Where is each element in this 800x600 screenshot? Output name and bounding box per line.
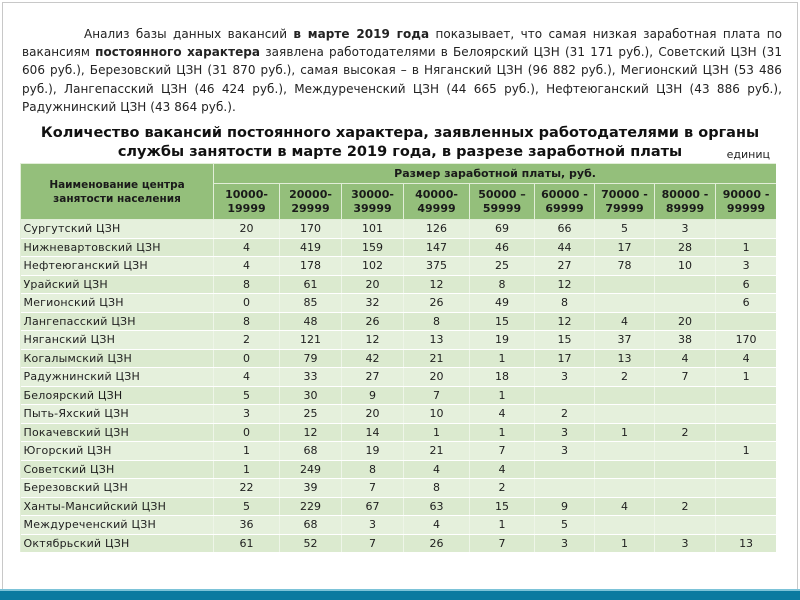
salary-range-from: 20000- <box>289 187 332 201</box>
table-row <box>21 534 777 552</box>
vacancy-count-cell <box>655 460 716 479</box>
salary-range-header <box>470 184 535 220</box>
salary-range-header <box>716 184 777 220</box>
salary-range-header <box>595 184 655 220</box>
vacancy-count-cell: 4 <box>470 405 535 424</box>
salary-range-to: 59999 <box>482 201 522 215</box>
vacancy-count-cell: 21 <box>404 349 470 368</box>
vacancy-count-cell: 3 <box>655 534 716 552</box>
vacancy-count-cell: 5 <box>214 386 280 405</box>
vacancy-count-cell: 121 <box>280 331 342 350</box>
vacancy-count-cell <box>595 442 655 461</box>
vacancy-count-cell: 1 <box>716 368 777 387</box>
vacancy-count-cell: 8 <box>535 294 595 313</box>
vacancy-count-cell: 1 <box>470 386 535 405</box>
vacancy-count-cell <box>655 405 716 424</box>
vacancy-count-cell: 17 <box>535 349 595 368</box>
vacancy-count-cell: 419 <box>280 238 342 257</box>
center-name-cell: Междуреченский ЦЗН <box>21 516 214 535</box>
vacancy-count-cell: 4 <box>214 257 280 276</box>
vacancy-count-cell <box>595 516 655 535</box>
table-row <box>21 386 777 405</box>
vacancy-count-cell: 9 <box>535 497 595 516</box>
vacancy-count-cell: 38 <box>655 331 716 350</box>
table-row <box>21 294 777 313</box>
vacancy-count-cell: 7 <box>470 442 535 461</box>
vacancy-count-cell: 4 <box>470 460 535 479</box>
vacancy-count-cell: 20 <box>404 368 470 387</box>
salary-range-to: 79999 <box>605 201 644 215</box>
vacancy-count-cell <box>716 220 777 239</box>
vacancy-count-cell: 7 <box>470 534 535 552</box>
intro-paragraph <box>22 25 782 116</box>
salary-range-to: 89999 <box>665 201 705 215</box>
vacancy-count-cell <box>655 479 716 498</box>
vacancy-count-cell: 3 <box>535 442 595 461</box>
vacancy-count-cell: 21 <box>404 442 470 461</box>
vacancy-count-cell <box>595 294 655 313</box>
intro-text-3: заявлена работодателями в Белоярский ЦЗН (31 171 руб.), Советский ЦЗН (31 606 руб.), Березовский ЦЗН (31 870 руб.), самая высокая – в Няганский ЦЗН (96 882 руб.), Мегионский ЦЗН (53 486 руб.), Лангепасский ЦЗН (46 424 руб.), Междуреченский ЦЗН (44 665 руб.), Нефтеюганский ЦЗН (43 886 руб.), Радужнинский ЦЗН (43 864 руб.). <box>22 45 782 114</box>
salary-range-to: 69999 <box>545 201 584 215</box>
center-name-cell: Советский ЦЗН <box>21 460 214 479</box>
intro-bold-1: в марте 2019 года <box>293 27 430 41</box>
vacancy-count-cell: 61 <box>280 275 342 294</box>
vacancy-count-cell: 8 <box>214 312 280 331</box>
vacancy-count-cell: 4 <box>655 349 716 368</box>
vacancy-count-cell: 2 <box>595 368 655 387</box>
vacancy-count-cell: 25 <box>280 405 342 424</box>
salary-range-header <box>280 184 342 220</box>
vacancy-count-cell: 1 <box>404 423 470 442</box>
vacancy-count-cell: 5 <box>535 516 595 535</box>
vacancy-count-cell <box>655 275 716 294</box>
vacancy-count-cell: 4 <box>404 460 470 479</box>
intro-text-1: Анализ базы данных вакансий <box>84 27 294 41</box>
salary-range-header <box>214 184 280 220</box>
vacancy-count-cell: 61 <box>214 534 280 552</box>
vacancy-count-cell: 20 <box>342 405 404 424</box>
vacancy-count-cell: 15 <box>470 312 535 331</box>
vacancy-count-cell: 4 <box>595 312 655 331</box>
center-name-cell: Октябрьский ЦЗН <box>21 534 214 552</box>
vacancy-count-cell: 63 <box>404 497 470 516</box>
vacancy-count-cell: 8 <box>404 312 470 331</box>
vacancy-count-cell: 0 <box>214 349 280 368</box>
vacancy-count-cell: 66 <box>535 220 595 239</box>
table-row <box>21 257 777 276</box>
vacancy-count-cell <box>716 460 777 479</box>
vacancy-count-cell: 3 <box>535 423 595 442</box>
vacancy-count-cell: 9 <box>342 386 404 405</box>
vacancy-count-cell: 2 <box>655 423 716 442</box>
vacancy-count-cell: 20 <box>342 275 404 294</box>
vacancy-count-cell: 10 <box>404 405 470 424</box>
salary-range-from: 60000 - <box>541 187 588 201</box>
vacancy-count-cell: 17 <box>595 238 655 257</box>
vacancy-count-cell: 4 <box>404 516 470 535</box>
center-name-cell: Югорский ЦЗН <box>21 442 214 461</box>
vacancy-count-cell: 26 <box>404 534 470 552</box>
vacancy-count-cell: 4 <box>214 238 280 257</box>
vacancy-count-cell: 22 <box>214 479 280 498</box>
vacancy-count-cell: 12 <box>535 312 595 331</box>
salary-range-from: 30000- <box>351 187 394 201</box>
center-name-cell: Лангепасский ЦЗН <box>21 312 214 331</box>
vacancy-count-cell: 13 <box>404 331 470 350</box>
salary-range-header <box>655 184 716 220</box>
vacancy-count-cell: 101 <box>342 220 404 239</box>
vacancy-count-cell: 1 <box>470 516 535 535</box>
salary-range-to: 19999 <box>227 201 266 215</box>
vacancy-count-cell: 3 <box>535 534 595 552</box>
vacancy-count-cell: 15 <box>535 331 595 350</box>
vacancy-count-cell: 37 <box>595 331 655 350</box>
vacancy-count-cell: 3 <box>214 405 280 424</box>
vacancy-count-cell: 8 <box>404 479 470 498</box>
vacancy-count-cell: 1 <box>470 423 535 442</box>
vacancy-count-cell: 2 <box>470 479 535 498</box>
vacancy-count-cell: 3 <box>342 516 404 535</box>
vacancy-count-cell <box>716 497 777 516</box>
vacancy-count-cell <box>716 516 777 535</box>
vacancy-count-cell: 68 <box>280 516 342 535</box>
vacancy-count-cell: 15 <box>470 497 535 516</box>
table-row <box>21 331 777 350</box>
vacancy-count-cell: 13 <box>595 349 655 368</box>
center-name-cell: Няганский ЦЗН <box>21 331 214 350</box>
vacancy-count-cell: 7 <box>655 368 716 387</box>
vacancy-count-cell: 4 <box>214 368 280 387</box>
vacancy-count-cell: 8 <box>214 275 280 294</box>
table-row <box>21 423 777 442</box>
vacancy-count-cell: 46 <box>470 238 535 257</box>
vacancy-count-cell: 67 <box>342 497 404 516</box>
vacancy-count-cell: 85 <box>280 294 342 313</box>
vacancy-count-cell: 19 <box>470 331 535 350</box>
vacancy-count-cell: 25 <box>470 257 535 276</box>
salary-range-header <box>342 184 404 220</box>
center-name-cell: Нижневартовский ЦЗН <box>21 238 214 257</box>
vacancy-count-cell <box>716 423 777 442</box>
center-name-cell: Когалымский ЦЗН <box>21 349 214 368</box>
salary-range-to: 49999 <box>417 201 456 215</box>
vacancy-count-cell: 3 <box>716 257 777 276</box>
center-name-cell: Покачевский ЦЗН <box>21 423 214 442</box>
vacancy-count-cell: 1 <box>595 534 655 552</box>
salary-range-from: 40000- <box>415 187 458 201</box>
table-row <box>21 368 777 387</box>
vacancy-count-cell: 7 <box>342 479 404 498</box>
vacancy-count-cell <box>535 460 595 479</box>
table-title: Количество вакансий постоянного характера, заявленных работодателями в органы службы занятости в марте 2019 года, в разрезе заработной платы <box>40 125 760 160</box>
salary-range-group-header: Размер заработной платы, руб. <box>214 164 777 184</box>
vacancy-count-cell <box>595 479 655 498</box>
intro-text-2: показывает, что самая низкая заработная плата по вакансиям <box>22 27 782 60</box>
salary-range-from: 10000- <box>225 187 268 201</box>
vacancy-count-cell: 3 <box>535 368 595 387</box>
salary-range-header <box>404 184 470 220</box>
vacancy-count-cell: 7 <box>342 534 404 552</box>
vacancy-count-cell: 159 <box>342 238 404 257</box>
vacancy-count-cell: 27 <box>535 257 595 276</box>
vacancy-count-cell <box>595 275 655 294</box>
vacancy-count-cell <box>595 386 655 405</box>
vacancy-count-cell: 8 <box>342 460 404 479</box>
vacancy-count-cell: 102 <box>342 257 404 276</box>
vacancy-count-cell: 69 <box>470 220 535 239</box>
salary-range-to: 99999 <box>726 201 766 215</box>
vacancy-count-cell: 12 <box>342 331 404 350</box>
footer-bar <box>0 591 800 600</box>
vacancy-count-cell: 178 <box>280 257 342 276</box>
table-row <box>21 275 777 294</box>
vacancy-count-cell <box>535 386 595 405</box>
vacancy-count-cell: 14 <box>342 423 404 442</box>
center-name-cell: Сургутский ЦЗН <box>21 220 214 239</box>
vacancy-count-cell: 39 <box>280 479 342 498</box>
vacancy-count-cell <box>655 294 716 313</box>
vacancy-count-cell: 0 <box>214 423 280 442</box>
vacancy-count-cell: 32 <box>342 294 404 313</box>
vacancy-count-cell <box>716 479 777 498</box>
salary-range-from: 50000 – <box>478 187 526 201</box>
vacancy-count-cell: 4 <box>595 497 655 516</box>
vacancy-count-cell: 6 <box>716 294 777 313</box>
table-body <box>21 220 777 553</box>
vacancy-table <box>20 163 776 552</box>
vacancy-count-cell: 2 <box>655 497 716 516</box>
vacancy-count-cell: 36 <box>214 516 280 535</box>
vacancy-count-cell <box>655 386 716 405</box>
vacancy-count-cell: 20 <box>214 220 280 239</box>
vacancy-count-cell: 12 <box>535 275 595 294</box>
vacancy-count-cell: 1 <box>214 460 280 479</box>
table-header <box>21 164 777 220</box>
vacancy-count-cell: 126 <box>404 220 470 239</box>
vacancy-count-cell <box>716 386 777 405</box>
salary-range-to: 39999 <box>353 201 392 215</box>
vacancy-count-cell: 26 <box>342 312 404 331</box>
table-row <box>21 238 777 257</box>
vacancy-count-cell: 229 <box>280 497 342 516</box>
vacancy-count-cell: 20 <box>655 312 716 331</box>
vacancy-count-cell: 6 <box>716 275 777 294</box>
vacancy-count-cell: 79 <box>280 349 342 368</box>
vacancy-count-cell: 30 <box>280 386 342 405</box>
center-name-cell: Пыть-Яхский ЦЗН <box>21 405 214 424</box>
intro-bold-2: постоянного характера <box>95 45 261 60</box>
vacancy-count-cell: 27 <box>342 368 404 387</box>
vacancy-count-cell: 2 <box>535 405 595 424</box>
vacancy-count-cell: 7 <box>404 386 470 405</box>
vacancy-count-cell: 147 <box>404 238 470 257</box>
vacancy-count-cell <box>716 312 777 331</box>
table-row <box>21 220 777 239</box>
vacancy-count-cell <box>535 479 595 498</box>
salary-range-from: 80000 - <box>661 187 709 201</box>
vacancy-count-cell: 10 <box>655 257 716 276</box>
salary-range-from: 90000 - <box>722 187 770 201</box>
vacancy-count-cell: 78 <box>595 257 655 276</box>
center-name-cell: Нефтеюганский ЦЗН <box>21 257 214 276</box>
vacancy-count-cell: 13 <box>716 534 777 552</box>
vacancy-count-cell: 3 <box>655 220 716 239</box>
vacancy-count-cell: 44 <box>535 238 595 257</box>
center-name-header: Наименование центра занятости населения <box>21 164 214 220</box>
vacancy-count-cell: 1 <box>716 442 777 461</box>
vacancy-count-cell: 33 <box>280 368 342 387</box>
vacancy-count-cell: 19 <box>342 442 404 461</box>
vacancy-count-cell: 48 <box>280 312 342 331</box>
vacancy-count-cell: 12 <box>280 423 342 442</box>
center-name-cell: Урайский ЦЗН <box>21 275 214 294</box>
vacancy-count-cell: 2 <box>214 331 280 350</box>
table-row <box>21 442 777 461</box>
vacancy-count-cell: 18 <box>470 368 535 387</box>
vacancy-count-cell <box>655 442 716 461</box>
center-name-cell: Ханты-Мансийский ЦЗН <box>21 497 214 516</box>
vacancy-count-cell: 1 <box>595 423 655 442</box>
vacancy-count-cell: 170 <box>716 331 777 350</box>
vacancy-table-container <box>20 163 776 552</box>
vacancy-count-cell: 28 <box>655 238 716 257</box>
table-row <box>21 312 777 331</box>
unit-note: единиц <box>726 148 770 161</box>
vacancy-count-cell: 375 <box>404 257 470 276</box>
vacancy-count-cell: 68 <box>280 442 342 461</box>
vacancy-count-cell: 170 <box>280 220 342 239</box>
vacancy-count-cell: 52 <box>280 534 342 552</box>
vacancy-count-cell: 49 <box>470 294 535 313</box>
vacancy-count-cell: 1 <box>470 349 535 368</box>
salary-range-from: 70000 - <box>601 187 648 201</box>
vacancy-count-cell: 42 <box>342 349 404 368</box>
vacancy-count-cell: 12 <box>404 275 470 294</box>
salary-range-header <box>535 184 595 220</box>
center-name-cell: Мегионский ЦЗН <box>21 294 214 313</box>
vacancy-count-cell: 5 <box>595 220 655 239</box>
center-name-cell: Белоярский ЦЗН <box>21 386 214 405</box>
salary-range-to: 29999 <box>291 201 330 215</box>
table-row <box>21 405 777 424</box>
vacancy-count-cell <box>716 405 777 424</box>
center-name-cell: Березовский ЦЗН <box>21 479 214 498</box>
vacancy-count-cell <box>655 516 716 535</box>
table-row <box>21 349 777 368</box>
vacancy-count-cell: 8 <box>470 275 535 294</box>
table-row <box>21 497 777 516</box>
center-name-cell: Радужнинский ЦЗН <box>21 368 214 387</box>
vacancy-count-cell: 5 <box>214 497 280 516</box>
vacancy-count-cell <box>595 405 655 424</box>
table-row <box>21 460 777 479</box>
table-row <box>21 516 777 535</box>
vacancy-count-cell: 4 <box>716 349 777 368</box>
vacancy-count-cell: 1 <box>716 238 777 257</box>
vacancy-count-cell: 1 <box>214 442 280 461</box>
table-row <box>21 479 777 498</box>
vacancy-count-cell: 249 <box>280 460 342 479</box>
vacancy-count-cell <box>595 460 655 479</box>
vacancy-count-cell: 26 <box>404 294 470 313</box>
vacancy-count-cell: 0 <box>214 294 280 313</box>
